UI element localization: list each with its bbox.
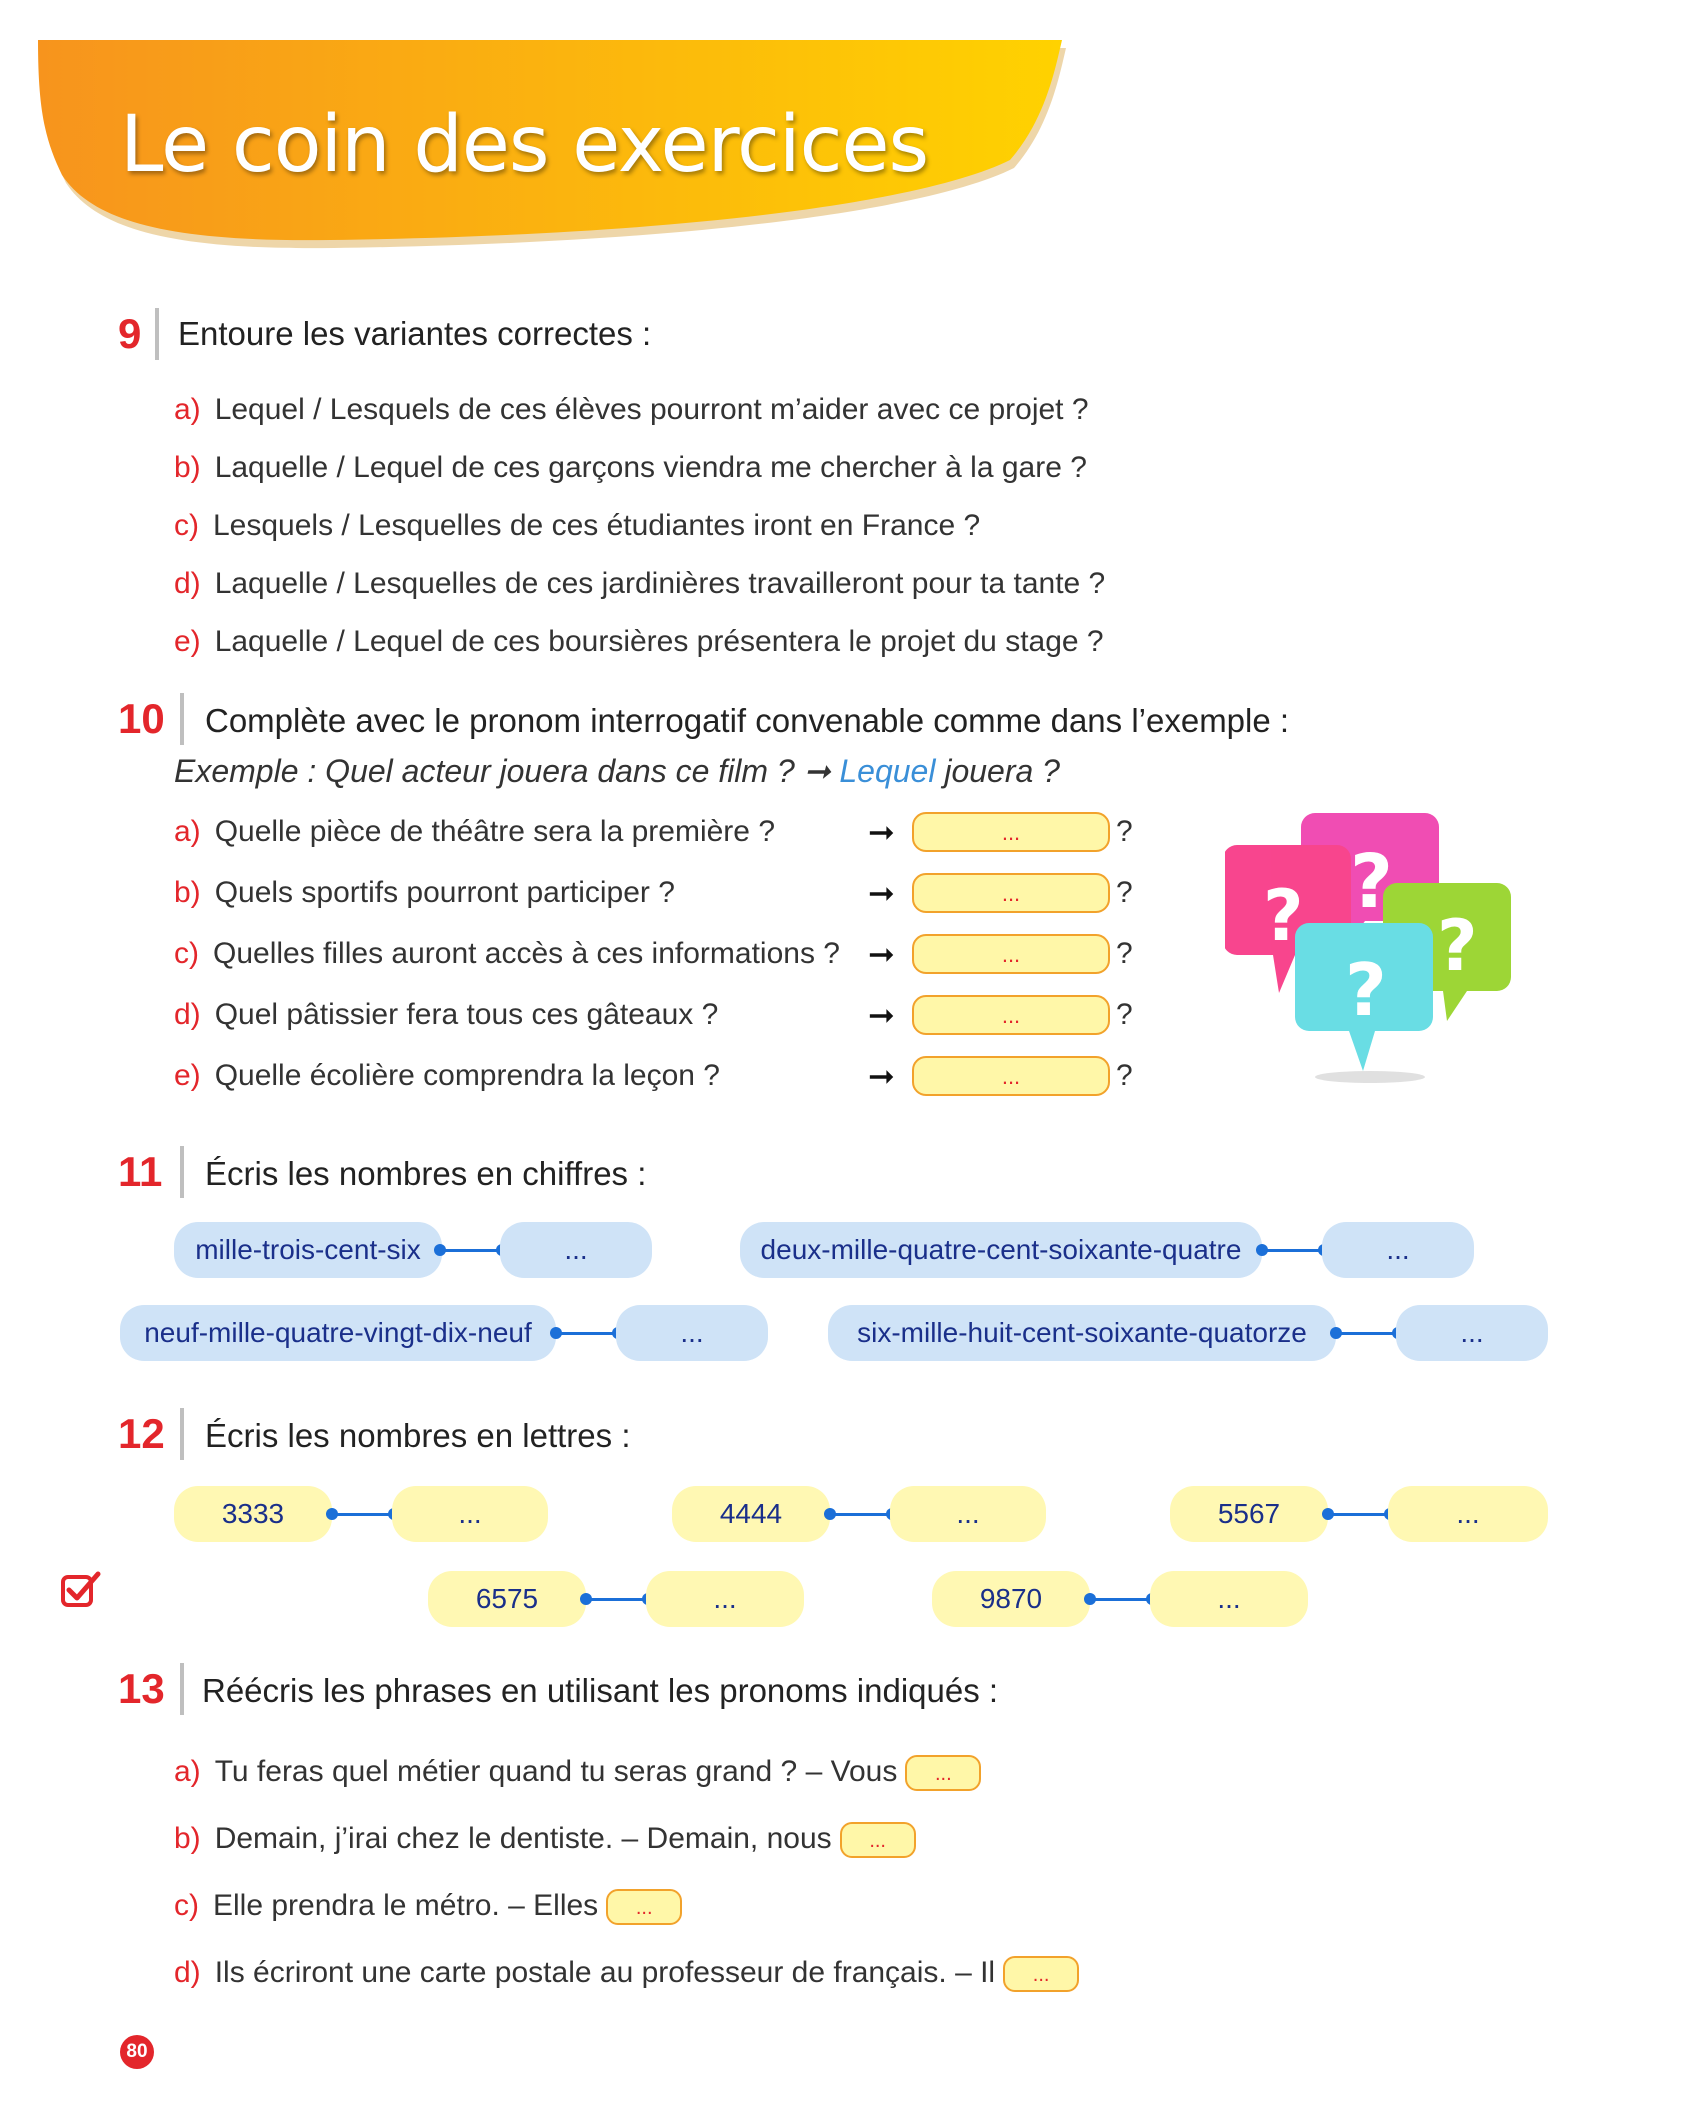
exercise-11-answer-3[interactable]: ... (616, 1305, 768, 1361)
exercise-13-item-a: a) Tu feras quel métier quand tu seras grand ? – Vous ... (174, 1752, 981, 1792)
question-mark: ? (1116, 1059, 1133, 1092)
exercise-9-item-a[interactable]: a) Lequel / Lesquels de ces élèves pourront m’aider avec ce projet ? (174, 393, 1089, 426)
connector-dot (580, 1593, 592, 1605)
exercise-9-item-b[interactable]: b) Laquelle / Lequel de ces garçons viendra me chercher à la gare ? (174, 451, 1087, 484)
connector-line (830, 1513, 892, 1516)
connector-dot (550, 1327, 562, 1339)
exercise-9-item-e[interactable]: e) Laquelle / Lequel de ces boursières présentera le projet du stage ? (174, 625, 1104, 658)
svg-text:?: ? (1350, 839, 1393, 925)
exercise-12-answer-3[interactable]: ... (1388, 1486, 1548, 1542)
question-mark: ? (1116, 815, 1133, 848)
exercise-12-answer-2[interactable]: ... (890, 1486, 1046, 1542)
arrow-icon: ➞ (868, 936, 895, 972)
exercise-11-divider (180, 1146, 184, 1198)
exercise-10-answer-b[interactable]: ... (912, 873, 1110, 913)
exercise-10-title: Complète avec le pronom interrogatif convenable comme dans l’exemple : (205, 702, 1290, 739)
exercise-13-answer-a[interactable]: ... (905, 1755, 981, 1791)
exercise-9-item-c[interactable]: c) Lesquels / Lesquelles de ces étudiantes iront en France ? (174, 509, 981, 542)
connector-dot (326, 1508, 338, 1520)
exercise-10-answer-a[interactable]: ... (912, 812, 1110, 852)
exercise-10-answer-e[interactable]: ... (912, 1056, 1110, 1096)
exercise-13-divider (180, 1663, 184, 1715)
exercise-13-number: 13 (118, 1665, 165, 1712)
exercise-10-item-e: e) Quelle écolière comprendra la leçon ? (174, 1059, 720, 1092)
exercise-10-answer-c[interactable]: ... (912, 934, 1110, 974)
exercise-12-divider (180, 1408, 184, 1460)
exercise-13-answer-c[interactable]: ... (606, 1889, 682, 1925)
svg-text:?: ? (1437, 905, 1478, 987)
arrow-icon: ➞ (868, 814, 895, 850)
exercise-12-number: 12 (118, 1410, 165, 1457)
exercise-12-answer-5[interactable]: ... (1150, 1571, 1308, 1627)
exercise-13-item-c: c) Elle prendra le métro. – Elles ... (174, 1886, 682, 1926)
exercise-12-digits: 6575 (428, 1571, 586, 1627)
svg-text:?: ? (1263, 875, 1304, 957)
connector-line (440, 1249, 500, 1252)
exercise-9-item-d[interactable]: d) Laquelle / Lesquelles de ces jardinières travailleront pour ta tante ? (174, 567, 1106, 600)
connector-line (586, 1598, 648, 1601)
connector-dot (824, 1508, 836, 1520)
exercise-10-number: 10 (118, 695, 165, 742)
exercise-10-item-d: d) Quel pâtissier fera tous ces gâteaux ? (174, 998, 719, 1031)
exercise-10-item-a: a) Quelle pièce de théâtre sera la première ? (174, 815, 776, 848)
arrow-icon: ➞ (868, 875, 895, 911)
exercise-11-number: 11 (118, 1148, 163, 1195)
connector-dot (1256, 1244, 1268, 1256)
connector-line (556, 1332, 616, 1335)
arrow-icon: ➞ (868, 997, 895, 1033)
exercise-9-title: Entoure les variantes correctes : (178, 315, 652, 352)
exercise-12-digits: 4444 (672, 1486, 830, 1542)
exercise-10-item-b: b) Quels sportifs pourront participer ? (174, 876, 675, 909)
exercise-13-item-b: b) Demain, j’irai chez le dentiste. – Demain, nous ... (174, 1819, 916, 1859)
check-square-icon (60, 1570, 102, 1610)
exercise-12-title: Écris les nombres en lettres : (205, 1417, 631, 1454)
exercise-12-digits: 9870 (932, 1571, 1090, 1627)
exercise-11-title: Écris les nombres en chiffres : (205, 1155, 647, 1192)
connector-dot (1322, 1508, 1334, 1520)
exercise-11-number-words: six-mille-huit-cent-soixante-quatorze (828, 1305, 1336, 1361)
exercise-10-divider (180, 693, 184, 745)
exercise-9-number: 9 (118, 310, 142, 357)
exercise-12-digits: 3333 (174, 1486, 332, 1542)
exercise-11-number-words: mille-trois-cent-six (174, 1222, 442, 1278)
exercise-11-number-words: deux-mille-quatre-cent-soixante-quatre (740, 1222, 1262, 1278)
connector-dot (1084, 1593, 1096, 1605)
exercise-10-item-c: c) Quelles filles auront accès à ces informations ? (174, 937, 840, 970)
exercise-10-answer-d[interactable]: ... (912, 995, 1110, 1035)
page-number: 80 (120, 2035, 154, 2069)
connector-dot (434, 1244, 446, 1256)
exercise-12-answer-1[interactable]: ... (392, 1486, 548, 1542)
exercise-12-digits: 5567 (1170, 1486, 1328, 1542)
question-mark: ? (1116, 937, 1133, 970)
connector-line (1262, 1249, 1324, 1252)
connector-line (332, 1513, 394, 1516)
exercise-13-title: Réécris les phrases en utilisant les pronoms indiqués : (202, 1672, 999, 1709)
exercise-11-number-words: neuf-mille-quatre-vingt-dix-neuf (120, 1305, 556, 1361)
connector-dot (1330, 1327, 1342, 1339)
exercise-13-answer-d[interactable]: ... (1003, 1956, 1079, 1992)
question-mark: ? (1116, 998, 1133, 1031)
svg-text:?: ? (1345, 948, 1387, 1032)
question-mark: ? (1116, 876, 1133, 909)
connector-line (1328, 1513, 1390, 1516)
connector-line (1336, 1332, 1398, 1335)
connector-line (1090, 1598, 1152, 1601)
arrow-icon: ➞ (868, 1058, 895, 1094)
exercise-13-item-d: d) Ils écriront une carte postale au professeur de français. – Il ... (174, 1953, 1079, 1993)
exercise-11-answer-1[interactable]: ... (500, 1222, 652, 1278)
exercise-13-answer-b[interactable]: ... (840, 1822, 916, 1858)
page-banner-title: Le coin des exercices (120, 100, 929, 190)
exercise-10-example: Exemple : Quel acteur jouera dans ce film ? ➞ Lequel jouera ? (174, 753, 1060, 789)
question-bubbles-icon (1225, 805, 1525, 1095)
exercise-9-divider (155, 308, 159, 360)
exercise-11-answer-2[interactable]: ... (1322, 1222, 1474, 1278)
exercise-12-answer-4[interactable]: ... (646, 1571, 804, 1627)
exercise-11-answer-4[interactable]: ... (1396, 1305, 1548, 1361)
